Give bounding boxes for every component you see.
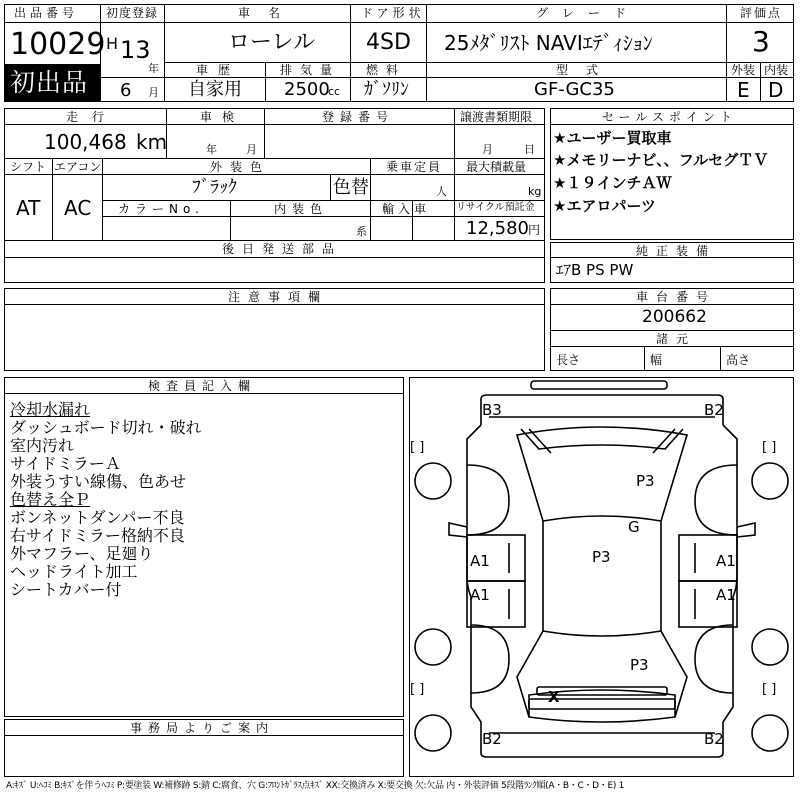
color-number-label: カラーNo.: [118, 202, 204, 216]
inspector-note: 外マフラー、足廻り: [10, 544, 154, 563]
divider: [100, 22, 794, 23]
divider: [4, 240, 545, 241]
divider: [4, 304, 545, 305]
capacity-label: 乗車定員: [386, 160, 443, 174]
divider: [4, 22, 100, 23]
interior-grade: D: [768, 78, 784, 102]
inspector-note: 右サイドミラー格納不良: [10, 526, 185, 545]
divider: [4, 158, 545, 159]
inspector-note: 外装うすい線傷、色あせ: [10, 472, 187, 491]
damage-mark: P3: [592, 548, 611, 566]
equipment: ｴｱB PS PW: [556, 261, 634, 279]
divider: [164, 4, 165, 102]
interior-color-label: 内装色: [274, 202, 329, 216]
ac: AC: [64, 196, 92, 220]
model-code: GF-GC35: [534, 79, 615, 100]
divider: [426, 4, 427, 62]
divider: [454, 158, 455, 240]
reg-number-label: 登録番号: [322, 110, 395, 124]
inspection-month-unit: 月: [246, 143, 257, 156]
damage-mark: B2: [704, 730, 724, 748]
inspector-note: 室内汚れ: [10, 436, 75, 455]
legend: A:ｷｽﾞ U:ﾍｺﾐ B:ｷｽﾞを伴うﾍｺﾐ P:要塗装 W:補修跡 S:錆 C:腐食、穴 G:ﾌﾛﾝﾄｶﾞﾗｽ点ｷｽﾞ XX:交換済み X:要交換 欠:欠品 内・外装評価 5段階ﾗﾝｸ順(A・B・C・D・E) 1: [6, 781, 625, 791]
inspector-note: 冷却水漏れ: [10, 400, 91, 419]
bracket-mark: [ ]: [410, 440, 425, 455]
sales-point-item: ★メモリーナビ、、フルセグＴＶ: [553, 151, 769, 169]
divider: [726, 4, 727, 102]
divider: [4, 735, 404, 736]
month-unit: 月: [148, 86, 159, 99]
divider: [550, 330, 794, 331]
equipment-label: 純正装備: [636, 244, 717, 258]
divider: [102, 200, 545, 201]
inspection-label: 車検: [200, 110, 245, 124]
divider: [265, 62, 266, 102]
door-type: 4SD: [366, 30, 411, 55]
divider: [102, 216, 545, 217]
import-label: 輸入車: [382, 202, 431, 216]
inspector-note: 色替え全Ｐ: [10, 490, 91, 509]
inspector-note: ダッシュボード切れ・破れ: [10, 418, 202, 437]
car-name: ローレル: [228, 30, 316, 55]
interior-grade-label: 内装: [764, 63, 789, 77]
damage-mark: P3: [630, 656, 649, 674]
divider: [4, 174, 545, 175]
inspector-notes-label: 検査員記入欄: [148, 379, 257, 393]
history: 自家用: [188, 79, 242, 100]
mileage-unit: km: [136, 130, 168, 154]
divider: [454, 108, 455, 158]
divider: [4, 257, 545, 258]
divider: [370, 158, 371, 240]
damage-mark: A1: [470, 552, 490, 570]
ac-label: エアコン: [54, 160, 102, 174]
bracket-mark: [ ]: [762, 682, 777, 697]
car-name-label: 車名: [238, 6, 299, 20]
divider: [264, 108, 265, 158]
sales-point-item: ★１９インチＡＷ: [553, 174, 672, 192]
era: H: [106, 34, 119, 53]
damage-mark: A1: [470, 586, 490, 604]
displacement-unit: cc: [328, 85, 341, 98]
damage-mark: B2: [482, 730, 502, 748]
body-color: ﾌﾞﾗｯｸ: [192, 177, 237, 198]
damage-mark: B3: [482, 401, 502, 419]
divider: [426, 62, 427, 102]
shift: AT: [16, 196, 41, 220]
chassis-number-label: 車台番号: [636, 290, 717, 304]
length-label: 長さ: [556, 353, 581, 367]
divider: [550, 124, 794, 125]
recycle-fee: 12,580: [466, 218, 529, 239]
inspector-note: サイドミラーＡ: [10, 454, 121, 473]
max-load-label: 最大積載量: [466, 160, 527, 174]
mileage-label: 走行: [66, 110, 119, 124]
transfer-month-unit: 月: [482, 143, 493, 156]
car-body-diagram: [409, 377, 794, 777]
reg-year: 13: [120, 36, 151, 64]
damage-mark: B2: [704, 401, 724, 419]
year-unit: 年: [148, 62, 159, 75]
fuel: ｶﾞｿﾘﾝ: [364, 79, 409, 100]
history-label: 車歴: [196, 63, 241, 77]
inspector-note: シートカバー付: [10, 580, 122, 599]
damage-mark: A1: [716, 586, 736, 604]
first-listing-text: 初出品: [10, 68, 89, 97]
first-reg-label: 初度登録: [106, 6, 159, 20]
specs-label: 諸元: [656, 332, 697, 346]
damage-mark: A1: [716, 552, 736, 570]
displacement-label: 排気量: [280, 63, 341, 77]
divider: [644, 346, 645, 371]
door-label: ドア形状: [361, 6, 425, 20]
damage-mark: X: [548, 688, 560, 706]
score: 3: [752, 25, 770, 58]
reg-month: 6: [120, 80, 132, 101]
divider: [550, 346, 794, 347]
repaint-label: 色替: [333, 177, 369, 198]
divider: [4, 393, 404, 394]
divider: [350, 62, 351, 102]
inspector-note: ヘッドライト加工: [10, 562, 138, 581]
chassis-number: 200662: [642, 307, 707, 327]
transfer-day-unit: 日: [524, 143, 535, 156]
sales-point-item: ★エアロパーツ: [553, 197, 656, 215]
shift-label: シフト: [10, 160, 47, 174]
mileage: 100,468: [44, 130, 127, 154]
divider: [4, 124, 545, 125]
displacement: 2500: [284, 79, 330, 100]
body-color-label: 外装色: [210, 160, 271, 174]
model-label: 型式: [556, 63, 617, 77]
width-label: 幅: [650, 353, 663, 367]
divider: [230, 200, 231, 240]
divider: [164, 62, 794, 63]
lot-number: 10029: [10, 27, 106, 62]
transfer-deadline-label: 譲渡書類期限: [460, 110, 533, 124]
recycle-label: リサイクル預託金: [456, 202, 535, 213]
sales-point-item: ★ユーザー買取車: [553, 129, 672, 147]
inspection-year-unit: 年: [206, 143, 217, 156]
divider: [102, 158, 103, 240]
divider: [760, 62, 761, 102]
grade-label: グレード: [536, 6, 641, 20]
divider: [100, 77, 794, 78]
grade: 25ﾒﾀﾞﾘｽﾄ NAVIｴﾃﾞｨｼｮﾝ: [444, 31, 653, 55]
exterior-grade: E: [737, 78, 750, 102]
interior-color-unit: 系: [356, 225, 367, 238]
max-load-unit: kg: [528, 185, 542, 198]
fuel-label: 燃料: [366, 63, 407, 77]
divider: [720, 346, 721, 371]
recycle-unit: 円: [528, 223, 541, 237]
bracket-mark: [ ]: [762, 440, 777, 455]
capacity-unit: 人: [436, 185, 447, 198]
sales-point-label: セールスポイント: [602, 110, 737, 124]
divider: [330, 174, 331, 200]
height-label: 高さ: [726, 353, 751, 367]
bracket-mark: [ ]: [410, 682, 425, 697]
caution-label: 注意事項欄: [228, 290, 329, 304]
office-notice-label: 事務局よりご案内: [130, 721, 275, 735]
score-label: 評価点: [740, 6, 783, 20]
exterior-grade-label: 外装: [731, 63, 756, 77]
lot-number-label: 出品番号: [14, 6, 79, 20]
parts-label: 後日発送部品: [222, 242, 343, 256]
inspector-note: ボンネットダンパー不良: [10, 508, 185, 527]
damage-mark: P3: [636, 472, 655, 490]
damage-mark: G: [628, 518, 640, 536]
divider: [350, 4, 351, 62]
divider: [52, 158, 53, 240]
divider: [550, 304, 794, 305]
